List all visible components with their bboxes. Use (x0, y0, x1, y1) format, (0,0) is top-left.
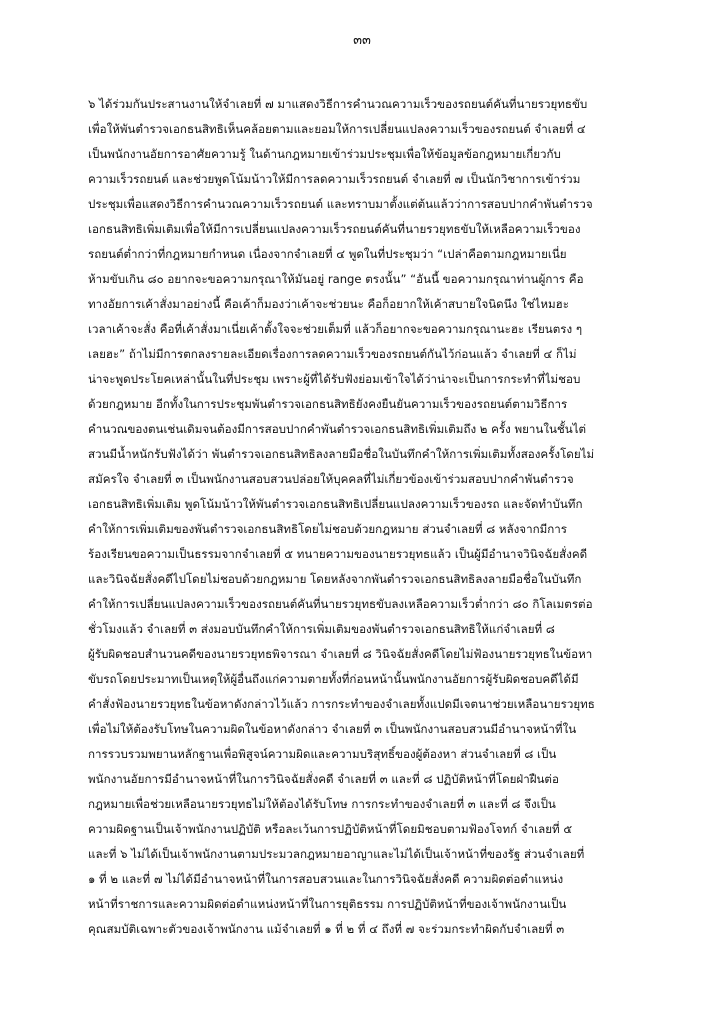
text-line: สวนมีน้ำหนักรับฟังได้ว่า พันตำรวจเอกธนสิทธิลงลายมือชื่อในบันทึกคำให้การเพิ่มเติมทั้งสองครั้งโดยไม่ (88, 447, 595, 461)
text-line: ๑ ที่ ๒ และที่ ๗ ไม่ได้มีอำนาจหน้าที่ในการสอบสวนและในการวินิจฉัยสั่งคดี ความผิดต่อตำแหน่ง (88, 872, 564, 886)
text-line: เป็นพนักงานอัยการอาศัยความรู้ ในด้านกฎหมายเข้าร่วมประชุมเพื่อให้ข้อมูลข้อกฎหมายเกี่ยวกับ (88, 147, 561, 161)
text-line: ชั่วโมงแล้ว จำเลยที่ ๓ ส่งมอบบันทึกคำให้การเพิ่มเติมของพันตำรวจเอกธนสิทธิให้แก่จำเลยที่ ๘ (88, 622, 555, 636)
text-line: คุณสมบัติเฉพาะตัวของเจ้าพนักงาน แม้จำเลยที่ ๑ ที่ ๒ ที่ ๔ ถึงที่ ๗ จะร่วมกระทำผิดกับจำเลยที่ ๓ (88, 922, 565, 936)
page-number: ๓๓ (353, 33, 371, 48)
text-line: เวลาเค้าจะสั่ง คือที่เค้าสั่งมาเนี่ยเค้าตั้งใจจะช่วยเต็มที่ แล้วก็อยากจะขอความกรุณานะฮะ เรียนตรง ๆ (88, 322, 583, 336)
text-line: น่าจะพูดประโยคเหล่านั้นในที่ประชุม เพราะผู้ที่ได้รับฟังย่อมเข้าใจได้ว่าน่าจะเป็นการกระทำที่ไม่ชอบ (88, 372, 581, 386)
text-line: พนักงานอัยการมีอำนาจหน้าที่ในการวินิจฉัยสั่งคดี จำเลยที่ ๓ และที่ ๘ ปฏิบัติหน้าที่โดยฝ่าฝืนต่อ (88, 772, 559, 786)
text-line: รถยนต์ต่ำกว่าที่กฎหมายกำหนด เนื่องจากจำเลยที่ ๔ พูดในที่ประชุมว่า “เปล่าคือตามกฎหมายเนี่ย (88, 247, 567, 261)
text-line: เลยฮะ” ถ้าไม่มีการตกลงรายละเอียดเรื่องการลดความเร็วของรถยนต์กันไว้ก่อนแล้ว จำเลยที่ ๔ ก็ไม่ (88, 347, 577, 361)
text-line: เพื่อไม่ให้ต้องรับโทษในความผิดในข้อหาดังกล่าว จำเลยที่ ๓ เป็นพนักงานสอบสวนมีอำนาจหน้าที่ใน (88, 722, 577, 736)
text-line: หน้าที่ราชการและความผิดต่อตำแหน่งหน้าที่ในการยุติธรรม การปฏิบัติหน้าที่ของเจ้าพนักงานเป็น (88, 897, 567, 911)
text-line: ขับรถโดยประมาทเป็นเหตุให้ผู้อื่นถึงแก่ความตายทั้งที่ก่อนหน้านั้นพนักงานอัยการผู้รับผิดชอบคดีได้มี (88, 672, 579, 686)
text-line: ความผิดฐานเป็นเจ้าพนักงานปฏิบัติ หรือละเว้นการปฏิบัติหน้าที่โดยมิชอบตามฟ้องโจทก์ จำเลยที่ ๕ (88, 822, 573, 836)
text-line: และที่ ๖ ไม่ได้เป็นเจ้าพนักงานตามประมวลกฎหมายอาญาและไม่ได้เป็นเจ้าหน้าที่ของรัฐ ส่วนจำเลยที่ (88, 847, 585, 861)
text-line: กฎหมายเพื่อช่วยเหลือนายรวยุทธไม่ให้ต้องได้รับโทษ การกระทำของจำเลยที่ ๓ และที่ ๘ จึงเป็น (88, 797, 556, 811)
text-line: ร้องเรียนขอความเป็นธรรมจากจำเลยที่ ๕ ทนายความของนายรวยุทธแล้ว เป็นผู้มีอำนาจวินิจฉัยสั่งคดี (88, 547, 588, 561)
text-line: คำสั่งฟ้องนายรวยุทธในข้อหาดังกล่าวไว้แล้ว การกระทำของจำเลยทั้งแปดมีเจตนาช่วยเหลือนายรวยุทธ (88, 697, 595, 711)
text-line: ๖ ได้ร่วมกันประสานงานให้จำเลยที่ ๗ มาแสดงวิธีการคำนวณความเร็วของรถยนต์คันที่นายรวยุทธขับ (88, 97, 588, 111)
text-line: และวินิจฉัยสั่งคดีไปโดยไม่ชอบด้วยกฎหมาย โดยหลังจากพันตำรวจเอกธนสิทธิลงลายมือชื่อในบันทึก (88, 572, 582, 586)
text-line: เพื่อให้พันตำรวจเอกธนสิทธิเห็นคล้อยตามและยอมให้การเปลี่ยนแปลงความเร็วของรถยนต์ จำเลยที่ ๔ (88, 122, 586, 136)
text-line: การรวบรวมพยานหลักฐานเพื่อพิสูจน์ความผิดและความบริสุทธิ์ของผู้ต้องหา ส่วนจำเลยที่ ๘ เป็น (88, 747, 557, 761)
text-line: คำนวณของตนเช่นเดิมจนต้องมีการสอบปากคำพันตำรวจเอกธนสิทธิเพิ่มเติมถึง ๒ ครั้ง พยานในชั้นไต่ (88, 422, 587, 436)
text-line: สมัครใจ จำเลยที่ ๓ เป็นพนักงานสอบสวนปล่อยให้บุคคลที่ไม่เกี่ยวข้องเข้าร่วมสอบปากคำพันตำรวจ (88, 472, 574, 486)
text-line: เอกธนสิทธิเพิ่มเติมเพื่อให้มีการเปลี่ยนแปลงความเร็วรถยนต์คันที่นายรวยุทธขับให้เหลือความเร็วของ (88, 222, 581, 236)
text-line: ห้ามขับเกิน ๘๐ อยากจะขอความกรุณาให้มันอยู่ range ตรงนั้น” “อันนี้ ขอความกรุณาท่านผู้การ คือ (88, 272, 584, 286)
body-text (88, 92, 648, 942)
text-line: ประชุมเพื่อแสดงวิธีการคำนวณความเร็วรถยนต์ และทราบมาตั้งแต่ต้นแล้วว่าการสอบปากคำพันตำรวจ (88, 197, 593, 211)
text-line: ด้วยกฎหมาย อีกทั้งในการประชุมพันตำรวจเอกธนสิทธิยังคงยืนยันความเร็วของรถยนต์ตามวิธีการ (88, 397, 568, 411)
text-line: ผู้รับผิดชอบสำนวนคดีของนายรวยุทธพิจารณา จำเลยที่ ๘ วินิจฉัยสั่งคดีโดยไม่ฟ้องนายรวยุทธในข้อหา (88, 647, 593, 661)
text-line: คำให้การเพิ่มเติมของพันตำรวจเอกธนสิทธิโดยไม่ชอบด้วยกฎหมาย ส่วนจำเลยที่ ๘ หลังจากมีการ (88, 522, 568, 536)
text-line: เอกธนสิทธิเพิ่มเติม พูดโน้มน้าวให้พันตำรวจเอกธนสิทธิเปลี่ยนแปลงความเร็วของรถ และจัดทำบันทึก (88, 497, 583, 511)
text-line: ทางอัยการเค้าสั่งมาอย่างนี้ คือเค้าก็มองว่าเค้าจะช่วยนะ คือก็อยากให้เค้าสบายใจนิดนึง ใช่ไหมฮะ (88, 297, 569, 311)
text-line: ความเร็วรถยนต์ และช่วยพูดโน้มน้าวให้มีการลดความเร็วรถยนต์ จำเลยที่ ๗ เป็นนักวิชาการเข้าร่วม (88, 172, 581, 186)
text-line: คำให้การเปลี่ยนแปลงความเร็วของรถยนต์คันที่นายรวยุทธขับลงเหลือความเร็วต่ำกว่า ๘๐ กิโลเมตรต่อ (88, 597, 593, 611)
